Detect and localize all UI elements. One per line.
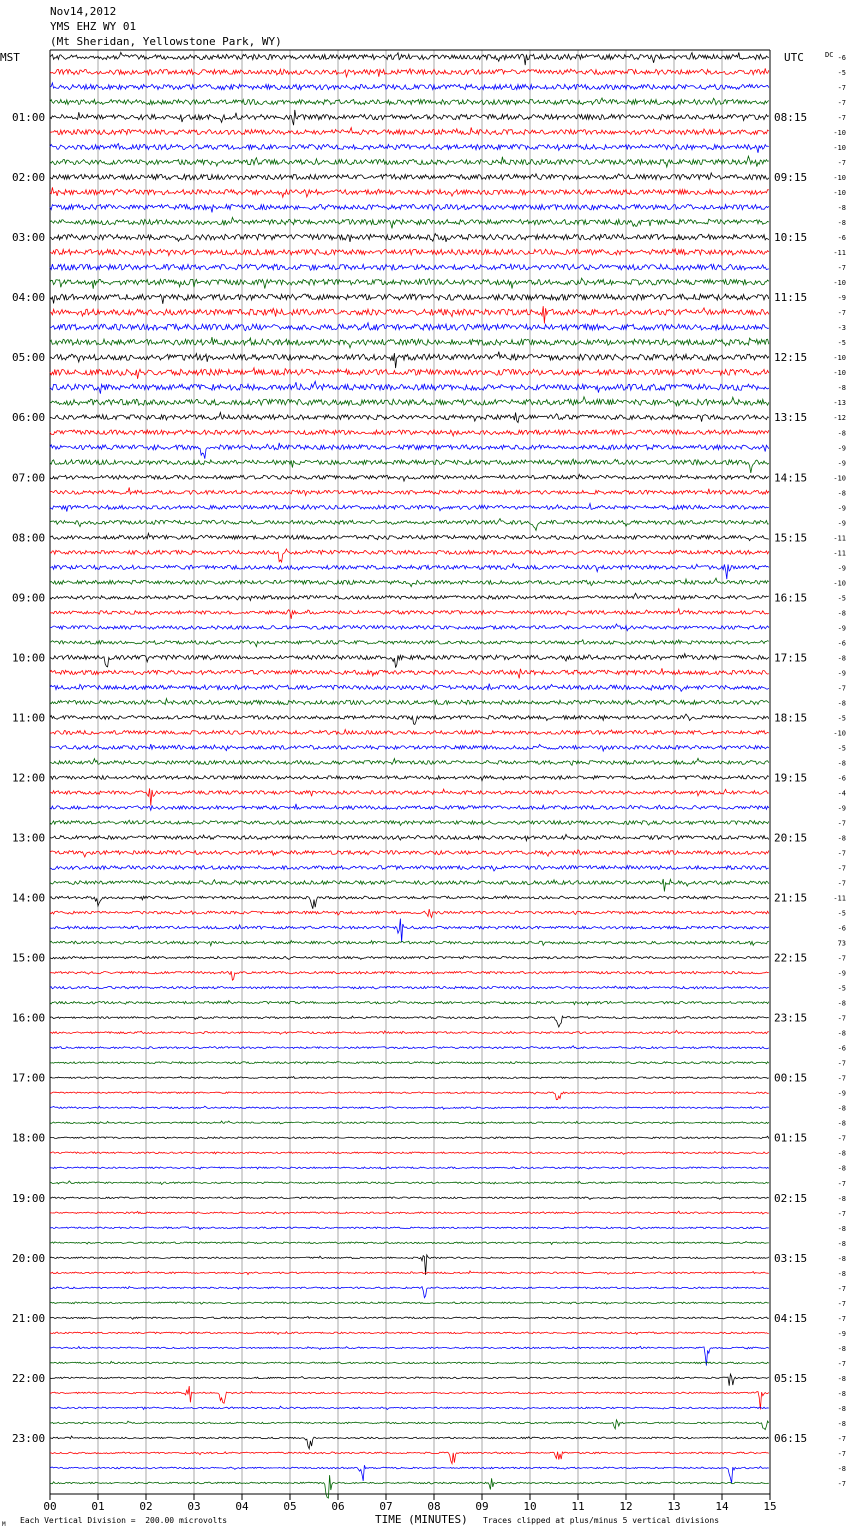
dc-offset-label: -5 [837, 594, 846, 603]
trace-line [50, 504, 769, 512]
dc-offset-label: -8 [837, 759, 846, 768]
dc-offset-label: -7 [837, 1434, 846, 1443]
trace-line [50, 668, 769, 678]
dc-offset-label: -8 [837, 609, 846, 618]
trace-line [50, 1106, 769, 1109]
dc-offset-label: -8 [837, 1224, 846, 1233]
dc-offset-label: -9 [837, 519, 846, 528]
dc-offset-label: -7 [837, 819, 846, 828]
trace-line [50, 249, 769, 255]
dc-offset-label: -5 [837, 744, 846, 753]
dc-offset-label: -7 [837, 1014, 846, 1023]
trace-line [50, 234, 769, 242]
trace-line [50, 865, 769, 871]
trace-line [50, 98, 769, 105]
left-hour-label: 17:00 [12, 1071, 46, 1085]
trace-line [50, 1271, 769, 1275]
dc-offset-label: -7 [837, 684, 846, 693]
dc-offset-label: -8 [837, 204, 846, 213]
dc-offset-label: -7 [837, 1449, 846, 1458]
left-hour-label: 21:00 [12, 1311, 46, 1325]
trace-line [50, 788, 769, 805]
trace-line [50, 1046, 769, 1049]
right-hour-label: 11:15 [774, 291, 808, 305]
trace-line [50, 730, 769, 735]
trace-line [50, 264, 769, 271]
x-tick-label: 01 [91, 1500, 105, 1513]
dc-offset-label: -9 [837, 624, 846, 633]
trace-line [50, 699, 769, 705]
trace-line [50, 187, 769, 197]
trace-line [50, 919, 769, 943]
dc-offset-label: -6 [837, 54, 846, 62]
dc-offset-label: -8 [837, 1239, 846, 1248]
dc-offset-label: -7 [837, 849, 846, 858]
trace-line [50, 1242, 769, 1245]
trace-line [50, 593, 769, 600]
dc-offset-label: -7 [837, 864, 846, 873]
trace-line [50, 640, 769, 647]
trace-line [50, 1181, 769, 1185]
dc-offset-label: -8 [837, 489, 846, 498]
right-hour-label: 08:15 [774, 111, 808, 125]
right-hour-label: 21:15 [774, 891, 808, 905]
right-hour-label: 18:15 [774, 711, 808, 725]
right-hour-label: 17:15 [774, 651, 808, 665]
dc-offset-label: -7 [837, 1479, 846, 1488]
right-hour-labels [774, 111, 807, 1445]
trace-line [50, 1317, 769, 1320]
dc-offset-label: -9 [837, 504, 846, 513]
x-tick-label: 09 [475, 1500, 489, 1513]
trace-line [50, 1374, 769, 1386]
trace-line [50, 834, 769, 840]
dc-offset-label: -10 [833, 189, 846, 198]
dc-offset-label: -13 [833, 399, 846, 408]
trace-line [50, 1436, 769, 1449]
x-tick-label: 05 [283, 1500, 297, 1513]
dc-offset-label: -7 [837, 1299, 846, 1308]
dc-offset-label: -5 [837, 714, 846, 723]
dc-offset-label: -10 [833, 729, 846, 738]
header-location: (Mt Sheridan, Yellowstone Park, WY) [50, 35, 282, 48]
dc-offset-label: -7 [837, 1209, 846, 1218]
dc-offset-label: -8 [837, 1389, 846, 1398]
dc-offset-label: -11 [833, 894, 846, 903]
trace-line [50, 1016, 769, 1027]
dc-offset-label: -7 [837, 1314, 846, 1323]
trace-line [50, 804, 769, 810]
right-hour-label: 09:15 [774, 171, 808, 185]
trace-line [50, 1386, 769, 1410]
dc-offset-label: -8 [837, 1344, 846, 1353]
dc-offset-label: -7 [837, 1359, 846, 1368]
trace-line [50, 519, 769, 531]
trace-line [50, 971, 769, 980]
left-hour-label: 06:00 [12, 411, 46, 425]
dc-offset-label: -7 [837, 1179, 846, 1188]
dc-offset-label: -7 [837, 84, 846, 93]
dc-offset-label: -8 [837, 834, 846, 843]
trace-line [50, 1030, 769, 1034]
trace-line [50, 1152, 769, 1155]
x-tick-label: 04 [235, 1500, 249, 1513]
dc-offset-labels [833, 54, 846, 1488]
trace-line [50, 1076, 769, 1079]
dc-offset-label: -8 [837, 1119, 846, 1128]
left-hour-label: 04:00 [12, 291, 46, 305]
trace-line [50, 306, 769, 323]
trace-line [50, 337, 769, 348]
dc-header-label: DC [825, 51, 834, 59]
dc-offset-label: -12 [833, 414, 846, 423]
trace-line [50, 1197, 769, 1199]
trace-line [50, 52, 769, 65]
trace-line [50, 820, 769, 825]
trace-line [50, 941, 769, 946]
trace-line [50, 156, 769, 167]
trace-line [50, 1420, 769, 1430]
trace-line [50, 850, 769, 857]
trace-line [50, 381, 769, 393]
trace-line [50, 654, 769, 668]
trace-line [50, 68, 769, 76]
dc-offset-label: -10 [833, 354, 846, 363]
left-hour-label: 01:00 [12, 111, 46, 125]
trace-line [50, 714, 769, 724]
right-hour-label: 10:15 [774, 231, 808, 245]
right-hour-label: 04:15 [774, 1311, 808, 1325]
right-hour-label: 16:15 [774, 591, 808, 605]
right-hour-label: 15:15 [774, 531, 808, 545]
x-tick-label: 07 [379, 1500, 393, 1513]
right-hour-label: 05:15 [774, 1371, 808, 1385]
trace-line [50, 896, 769, 909]
trace-line [50, 533, 769, 540]
trace-line [50, 1287, 769, 1298]
dc-offset-label: -8 [837, 1254, 846, 1263]
left-hour-label: 12:00 [12, 771, 46, 785]
right-hour-label: 20:15 [774, 831, 808, 845]
trace-line [50, 1465, 769, 1483]
dc-offset-label: -6 [837, 639, 846, 648]
trace-line [50, 1255, 769, 1275]
trace-line [50, 1121, 769, 1124]
dc-offset-label: -7 [837, 879, 846, 888]
dc-offset-label: -7 [837, 1134, 846, 1143]
x-tick-label: 13 [667, 1500, 681, 1513]
left-hour-label: 05:00 [12, 351, 46, 365]
x-axis-ticks [43, 1494, 776, 1513]
dc-offset-label: -8 [837, 1029, 846, 1038]
dc-offset-label: -10 [833, 579, 846, 588]
x-tick-label: 12 [619, 1500, 633, 1513]
dc-offset-label: -8 [837, 219, 846, 228]
dc-offset-label: -10 [833, 369, 846, 378]
dc-offset-label: -9 [837, 804, 846, 813]
right-hour-label: 02:15 [774, 1191, 808, 1205]
trace-line [50, 278, 769, 289]
dc-offset-label: -8 [837, 384, 846, 393]
x-tick-label: 02 [139, 1500, 153, 1513]
dc-offset-label: -7 [837, 159, 846, 168]
dc-offset-label: -11 [833, 249, 846, 258]
trace-line [50, 1302, 769, 1304]
trace-line [50, 1062, 769, 1064]
right-timezone-label: UTC [784, 51, 804, 64]
trace-line [50, 488, 769, 496]
left-hour-label: 22:00 [12, 1371, 46, 1385]
trace-line [50, 578, 769, 587]
trace-line [50, 459, 769, 473]
trace-line [50, 83, 769, 90]
left-hour-label: 11:00 [12, 711, 46, 725]
trace-line [50, 564, 769, 579]
right-hour-label: 00:15 [774, 1071, 808, 1085]
dc-offset-label: -7 [837, 309, 846, 318]
dc-offset-label: -5 [837, 984, 846, 993]
dc-offset-label: -8 [837, 1374, 846, 1383]
left-hour-label: 23:00 [12, 1431, 46, 1445]
right-hour-label: 12:15 [774, 351, 808, 365]
right-hour-label: 22:15 [774, 951, 808, 965]
trace-line [50, 1452, 769, 1464]
dc-offset-label: -10 [833, 279, 846, 288]
dc-offset-label: -9 [837, 1089, 846, 1098]
dc-offset-label: -11 [833, 549, 846, 558]
dc-offset-label: -9 [837, 969, 846, 978]
right-hour-label: 19:15 [774, 771, 808, 785]
dc-offset-label: -9 [837, 669, 846, 678]
trace-line [50, 1361, 769, 1363]
trace-line [50, 549, 769, 562]
dc-offset-label: -9 [837, 294, 846, 303]
seismic-traces [50, 52, 769, 1498]
trace-line [50, 775, 769, 780]
left-hour-label: 20:00 [12, 1251, 46, 1265]
left-hour-label: 10:00 [12, 651, 46, 665]
trace-line [50, 443, 769, 459]
dc-offset-label: -8 [837, 999, 846, 1008]
left-hour-label: 07:00 [12, 471, 46, 485]
trace-line [50, 879, 769, 891]
dc-offset-label: -7 [837, 114, 846, 123]
trace-line [50, 1406, 769, 1409]
trace-line [50, 684, 769, 692]
dc-offset-label: -5 [837, 69, 846, 78]
trace-line [50, 397, 769, 406]
dc-offset-label: -6 [837, 924, 846, 933]
trace-line [50, 110, 769, 125]
header-station: YMS EHZ WY 01 [50, 20, 137, 33]
dc-offset-label: -7 [837, 1074, 846, 1083]
x-tick-label: 14 [715, 1500, 729, 1513]
dc-offset-label: -9 [837, 564, 846, 573]
x-tick-label: 15 [763, 1500, 777, 1513]
right-hour-label: 06:15 [774, 1431, 808, 1445]
trace-line [50, 1475, 769, 1498]
trace-line [50, 474, 769, 481]
trace-line [50, 609, 769, 619]
x-tick-label: 11 [571, 1500, 585, 1513]
trace-line [50, 1001, 769, 1005]
dc-offset-label: -8 [837, 1149, 846, 1158]
trace-line [50, 294, 769, 304]
trace-line [50, 144, 769, 153]
trace-line [50, 128, 769, 135]
trace-line [50, 624, 769, 631]
x-tick-label: 03 [187, 1500, 201, 1513]
dc-offset-label: -11 [833, 534, 846, 543]
trace-line [50, 1211, 769, 1214]
dc-offset-label: -8 [837, 1194, 846, 1203]
dc-offset-label: 73 [837, 939, 846, 948]
dc-offset-label: -8 [837, 1269, 846, 1278]
trace-line [50, 956, 769, 959]
left-hour-label: 18:00 [12, 1131, 46, 1145]
left-hour-label: 08:00 [12, 531, 46, 545]
left-hour-label: 19:00 [12, 1191, 46, 1205]
trace-line [50, 204, 769, 212]
trace-line [50, 1227, 769, 1230]
left-hour-label: 16:00 [12, 1011, 46, 1025]
right-hour-label: 03:15 [774, 1251, 808, 1265]
left-hour-label: 02:00 [12, 171, 46, 185]
trace-line [50, 430, 769, 436]
left-hour-labels [12, 111, 45, 1445]
header-date: Nov14,2012 [50, 5, 117, 18]
corner-mark: M [2, 1521, 6, 1528]
dc-offset-label: -8 [837, 1104, 846, 1113]
dc-offset-label: -10 [833, 474, 846, 483]
dc-offset-label: -8 [837, 1164, 846, 1173]
left-hour-label: 15:00 [12, 951, 46, 965]
dc-offset-label: -7 [837, 954, 846, 963]
x-tick-label: 06 [331, 1500, 345, 1513]
right-hour-label: 13:15 [774, 411, 808, 425]
trace-line [50, 986, 769, 989]
dc-offset-label: -8 [837, 654, 846, 663]
dc-offset-label: -8 [837, 699, 846, 708]
trace-line [50, 352, 769, 369]
trace-line [50, 323, 769, 331]
trace-line [50, 744, 769, 751]
left-hour-label: 13:00 [12, 831, 46, 845]
clip-note: Traces clipped at plus/minus 5 vertical divisions [483, 1516, 720, 1525]
dc-offset-label: -10 [833, 174, 846, 183]
dc-offset-label: -3 [837, 324, 846, 333]
dc-offset-label: -8 [837, 1404, 846, 1413]
trace-line [50, 173, 769, 180]
dc-offset-label: -10 [833, 129, 846, 138]
trace-line [50, 909, 769, 917]
dc-offset-label: -8 [837, 1419, 846, 1428]
right-hour-label: 23:15 [774, 1011, 808, 1025]
trace-line [50, 1092, 769, 1100]
dc-offset-label: -8 [837, 1464, 846, 1473]
dc-offset-label: -5 [837, 339, 846, 348]
trace-line [50, 413, 769, 423]
dc-offset-label: -5 [837, 909, 846, 918]
dc-offset-label: -9 [837, 459, 846, 468]
dc-offset-label: -6 [837, 1044, 846, 1053]
trace-line [50, 368, 769, 379]
dc-offset-label: -7 [837, 99, 846, 108]
left-hour-label: 14:00 [12, 891, 46, 905]
dc-offset-label: -9 [837, 444, 846, 453]
trace-line [50, 1167, 769, 1169]
right-hour-label: 14:15 [774, 471, 808, 485]
dc-offset-label: -8 [837, 429, 846, 438]
dc-offset-label: -10 [833, 144, 846, 153]
dc-offset-label: -9 [837, 1329, 846, 1338]
x-axis-title: TIME (MINUTES) [375, 1513, 468, 1526]
dc-offset-label: -7 [837, 1059, 846, 1068]
x-tick-label: 08 [427, 1500, 441, 1513]
trace-line [50, 1332, 769, 1335]
dc-offset-label: -7 [837, 1284, 846, 1293]
trace-line [50, 758, 769, 765]
dc-offset-label: -6 [837, 774, 846, 783]
x-tick-label: 00 [43, 1500, 57, 1513]
scale-note: Each Vertical Division = 200.00 microvolts [20, 1516, 228, 1525]
left-timezone-label: MST [0, 51, 20, 64]
trace-line [50, 217, 769, 228]
trace-line [50, 1136, 769, 1138]
left-hour-label: 09:00 [12, 591, 46, 605]
right-hour-label: 01:15 [774, 1131, 808, 1145]
left-hour-label: 03:00 [12, 231, 46, 245]
dc-offset-label: -6 [837, 234, 846, 243]
x-tick-label: 10 [523, 1500, 537, 1513]
dc-offset-label: -7 [837, 264, 846, 273]
dc-offset-label: -4 [837, 789, 846, 798]
